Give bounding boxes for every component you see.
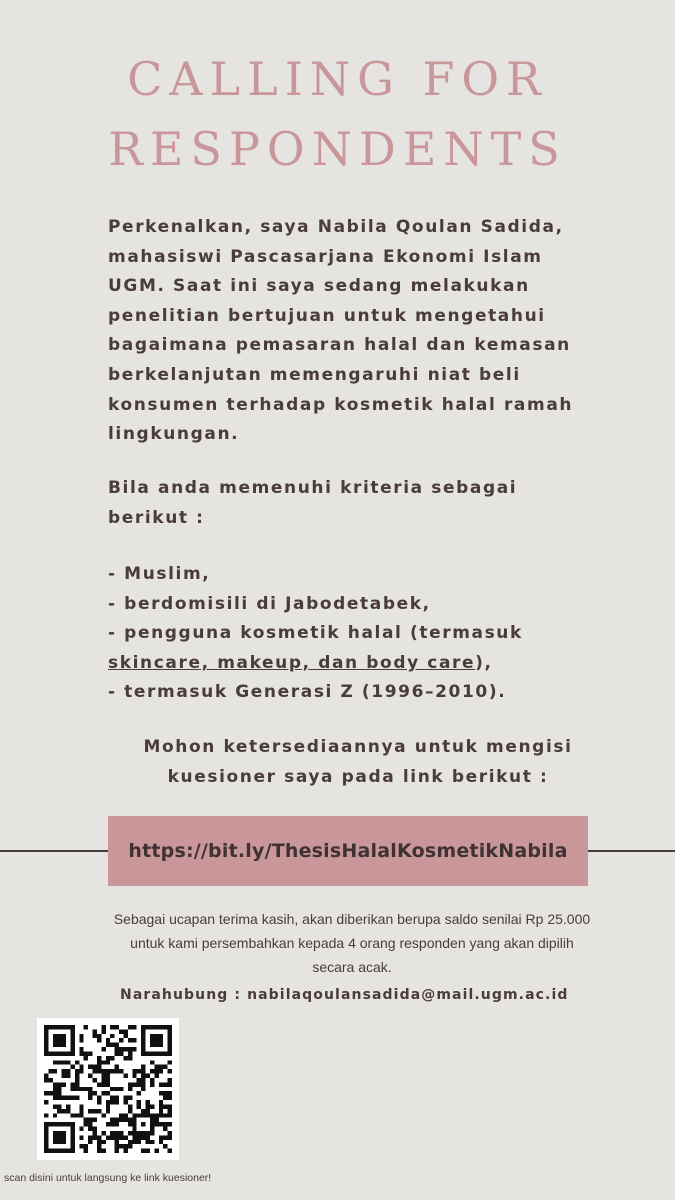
page-title-line-1: CALLING FOR: [127, 52, 548, 106]
intro-paragraph: Perkenalkan, saya Nabila Qoulan Sadida, mahasiswi Pascasarjana Ekonomi Islam UGM. Saat ini saya sedang melakukan penelitian bertujuan untuk mengetahui bagaimana pemasaran halal dan kemasan berkelanjutan memengaruhi niat beli konsumen terhadap kosmetik halal ramah lingkungan.: [108, 217, 574, 445]
criteria-list: [108, 560, 588, 708]
criteria-intro: Bila anda memenuhi kriteria sebagai berikut :: [108, 478, 518, 528]
criteria-item-generation: - termasuk Generasi Z (1996–2010).: [108, 682, 507, 703]
page-title-line-2: RESPONDENTS: [108, 122, 567, 176]
thanks-note: Sebagai ucapan terima kasih, akan diberikan berupa saldo senilai Rp 25.000 untuk kami persembahkan kepada 4 orang responden yang akan dipilih secara acak.: [113, 911, 591, 975]
request-text: Mohon ketersediaannya untuk mengisi kuesioner saya pada link berikut :: [143, 737, 573, 787]
criteria-item-cosmetic-user: [108, 619, 588, 678]
criteria-item-cosmetic-categories: skincare, makeup, dan body care: [108, 652, 476, 673]
qr-code[interactable]: [37, 1018, 179, 1160]
qr-caption: scan disini untuk langsung ke link kuesioner!: [4, 1172, 212, 1184]
criteria-item-cosmetic-suffix: ),: [475, 652, 493, 673]
qr-code-icon: [44, 1025, 172, 1153]
questionnaire-link[interactable]: https://bit.ly/ThesisHalalKosmetikNabila: [108, 816, 588, 886]
criteria-item-muslim: - Muslim,: [108, 564, 211, 584]
criteria-item-domicile: - berdomisili di Jabodetabek,: [108, 593, 431, 614]
criteria-item-cosmetic-user-label: - pengguna kosmetik halal (termasuk: [108, 623, 523, 644]
contact-info: Narahubung : nabilaqoulansadida@mail.ugm.ac.id: [120, 987, 569, 1003]
